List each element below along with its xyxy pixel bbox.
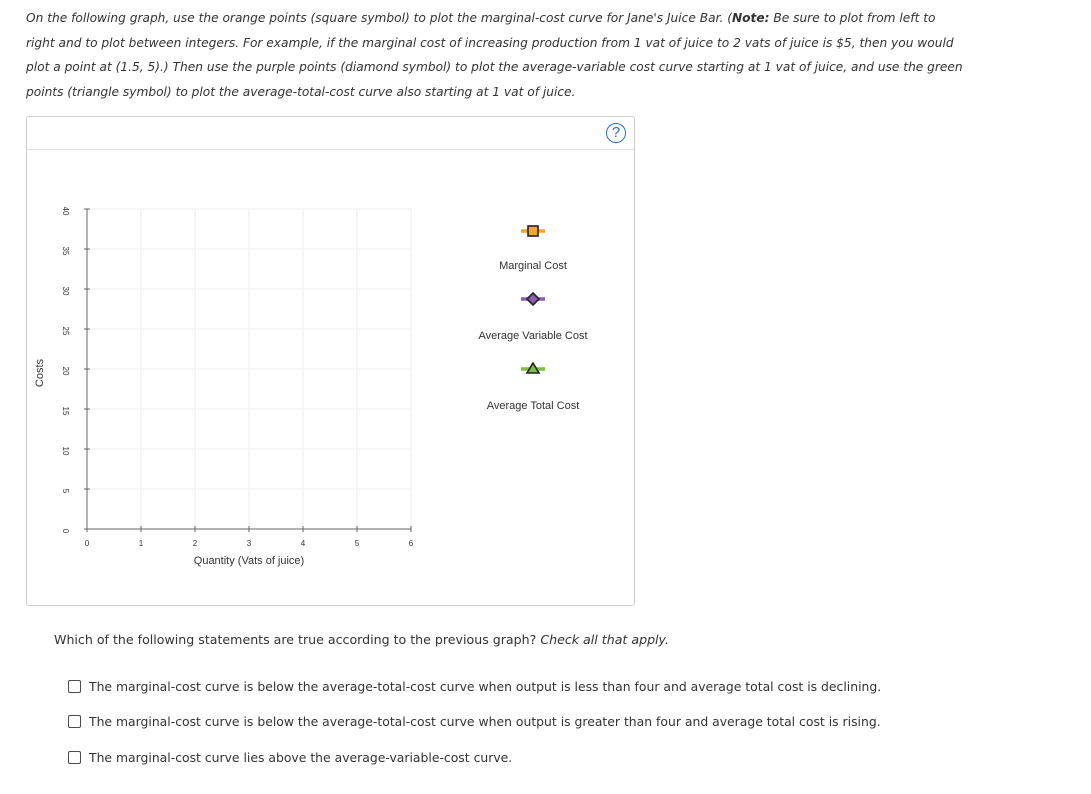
legend-marginal-cost-label: Marginal Cost <box>499 260 567 272</box>
y-tick-label: 40 <box>61 206 70 216</box>
option-1-checkbox[interactable] <box>68 680 81 693</box>
x-tick-label: 3 <box>246 539 252 548</box>
legend-average-variable-cost-marker[interactable] <box>521 293 545 305</box>
question-hint: Check all that apply. <box>540 632 670 647</box>
option-3[interactable] <box>68 747 512 767</box>
legend <box>478 226 587 412</box>
option-2-checkbox[interactable] <box>68 715 81 728</box>
question-text: Which of the following statements are true according to the previous graph? <box>54 632 541 647</box>
instructions-part-2: Be sure to plot from left to right and to plot between integers. For example, if the marginal cost of increasing production from 1 vat of juice to 2 vats of juice is $5, then you would plot a point at (1.5, 5).) Then use the purple points (diamond symbol) to plot the average-variable cost curve starting at 1 vat of juice, and use the green points (triangle symbol) to plot the average-total-cost curve also starting at 1 vat of juice. <box>26 11 963 99</box>
option-3-checkbox[interactable] <box>68 751 81 764</box>
help-icon[interactable]: ? <box>606 123 626 143</box>
x-tick-label: 1 <box>138 539 144 548</box>
y-tick-label: 25 <box>61 326 70 336</box>
graph-toolbar <box>27 117 634 150</box>
option-3-label: The marginal-cost curve lies above the average-variable-cost curve. <box>89 749 513 765</box>
x-tick-label: 5 <box>354 539 360 548</box>
option-1[interactable] <box>68 676 881 696</box>
y-axis-label: Costs <box>34 358 46 388</box>
x-tick-label: 4 <box>300 539 306 548</box>
legend-average-variable-cost-label: Average Variable Cost <box>478 330 588 342</box>
y-tick-label: 20 <box>61 366 70 376</box>
y-tick-label: 30 <box>61 286 70 296</box>
y-tick-label: 35 <box>61 246 70 256</box>
cost-chart[interactable] <box>27 149 634 605</box>
option-1-label: The marginal-cost curve is below the average-total-cost curve when output is less than four and average total cost is declining. <box>89 678 882 694</box>
x-tick-label: 0 <box>84 539 90 548</box>
instructions-part-1: On the following graph, use the orange points (square symbol) to plot the marginal-cost curve for Jane's Juice Bar. ( <box>26 11 732 25</box>
legend-average-total-cost-marker[interactable] <box>521 363 545 373</box>
question-prompt <box>54 632 669 647</box>
y-tick-label: 10 <box>61 446 70 456</box>
x-axis-label: Quantity (Vats of juice) <box>193 555 305 567</box>
option-2[interactable] <box>68 711 881 731</box>
instructions-text <box>26 6 966 104</box>
x-tick-label: 6 <box>408 539 414 548</box>
y-tick-label: 15 <box>61 406 70 416</box>
x-tick-label: 2 <box>192 539 198 548</box>
note-label: Note: <box>731 11 770 25</box>
y-tick-label: 0 <box>61 528 70 534</box>
option-2-label: The marginal-cost curve is below the average-total-cost curve when output is greater than four and average total cost is rising. <box>89 713 881 729</box>
legend-marginal-cost-marker[interactable] <box>521 226 545 236</box>
legend-average-total-cost-label: Average Total Cost <box>486 400 580 412</box>
y-tick-label: 5 <box>61 488 70 494</box>
graph-panel <box>26 116 635 606</box>
